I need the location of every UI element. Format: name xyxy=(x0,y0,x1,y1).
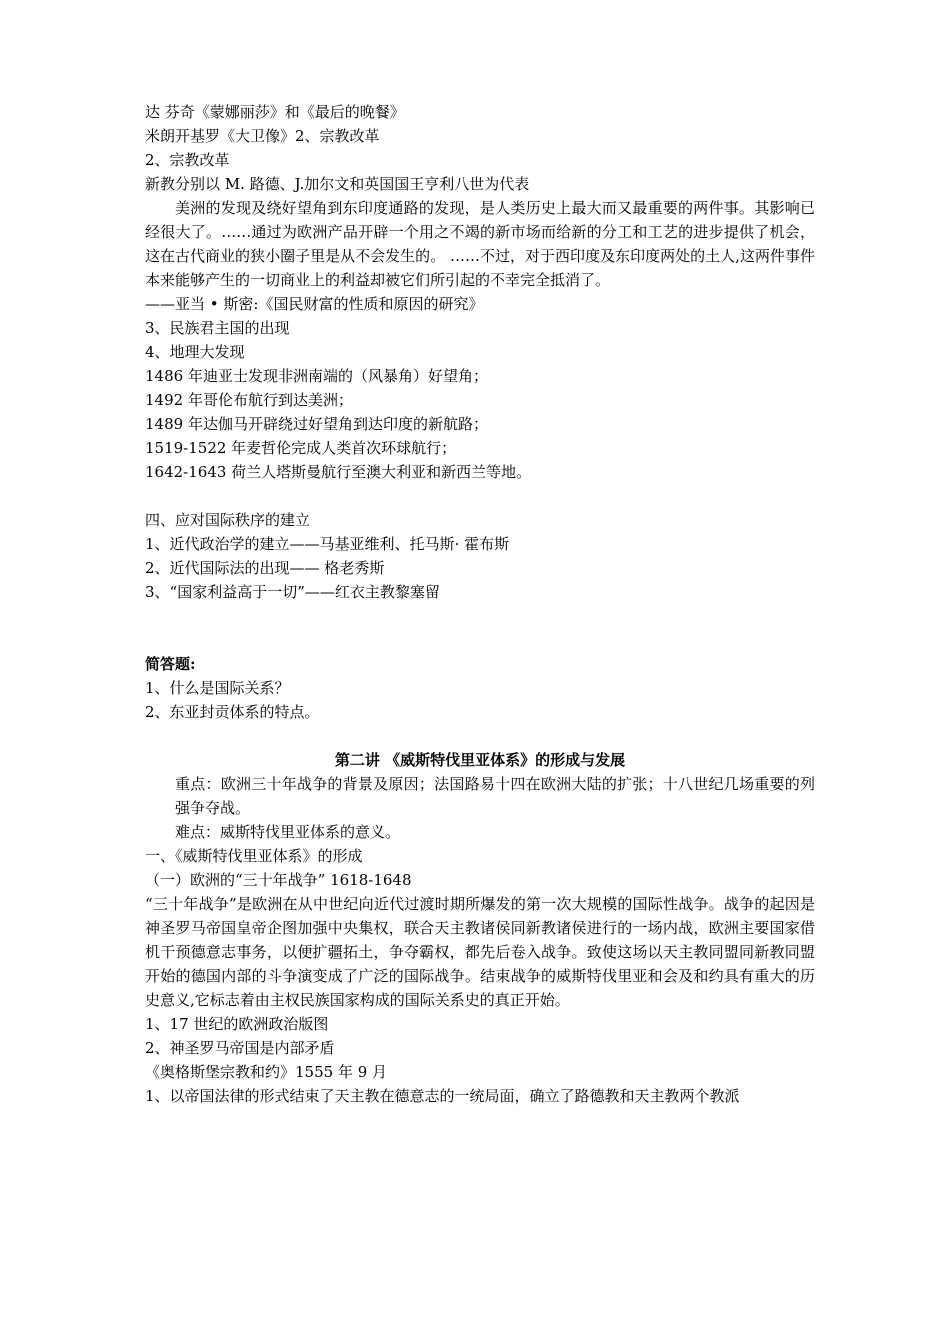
subsection-heading: （一）欧洲的“三十年战争” 1618-1648 xyxy=(145,871,412,889)
list-item: 2、近代国际法的出现—— 格老秀斯 xyxy=(145,559,385,577)
spacer xyxy=(145,604,815,652)
list-item: 1、什么是国际关系？ xyxy=(145,679,290,697)
text-line: 1492 年哥伦布航行到达美洲； xyxy=(145,391,353,409)
text-line: 1519-1522 年麦哲伦完成人类首次环球航行； xyxy=(145,439,457,457)
key-points: 重点：欧洲三十年战争的背景及原因；法国路易十四在欧洲大陆的扩张；十八世纪几场重要的列强争夺战。 xyxy=(175,775,815,817)
quote-paragraph: 美洲的发现及绕好望角到东印度通路的发现，是人类历史上最大而又最重要的两件事。其影响已经很大了。……通过为欧洲产品开辟一个用之不竭的新市场而给新的分工和工艺的进步提供了机会，这在古代商业的狭小圈子里是从不会发生的。 ……不过，对于西印度及东印度两处的土人,这两件事件本来能够产生的一切商业上的利益却被它们所引起的不幸完全抵消了。 xyxy=(145,199,815,289)
text-line: 新教分别以 M. 路德、J.加尔文和英国国王亨利八世为代表 xyxy=(145,175,530,193)
document-page xyxy=(145,100,815,1108)
text-line: 4、地理大发现 xyxy=(145,343,245,361)
difficulty: 难点：威斯特伐里亚体系的意义。 xyxy=(175,823,401,841)
spacer xyxy=(145,724,815,748)
text-line: 达 芬奇《蒙娜丽莎》和《最后的晚餐》 xyxy=(145,103,405,121)
text-line: 米朗开基罗《大卫像》2、宗教改革 xyxy=(145,127,380,145)
text-line: 3、民族君主国的出现 xyxy=(145,319,290,337)
list-item: 1、以帝国法律的形式结束了天主教在德意志的一统局面，确立了路德教和天主教两个教派 xyxy=(145,1087,740,1105)
body-paragraph: “三十年战争”是欧洲在从中世纪向近代过渡时期所爆发的第一次大规模的国际性战争。战争的起因是神圣罗马帝国皇帝企图加强中央集权，联合天主教诸侯同新教诸侯进行的一场内战，欧洲主要国家借机干预德意志事务，以便扩疆拓土，争夺霸权，都先后卷入战争。致使这场以天主教同盟同新教同盟开始的德国内部的斗争演变成了广泛的国际战争。结束战争的威斯特伐里亚和会及和约具有重大的历史意义,它标志着由主权民族国家构成的国际关系史的真正开始。 xyxy=(145,895,815,1009)
text-line: 《奥格斯堡宗教和约》1555 年 9 月 xyxy=(145,1063,388,1081)
quote-source: ——亚当 • 斯密:《国民财富的性质和原因的研究》 xyxy=(145,295,484,313)
text-line: 1489 年达伽马开辟绕过好望角到达印度的新航路； xyxy=(145,415,488,433)
lecture-title: 第二讲 《威斯特伐里亚体系》的形成与发展 xyxy=(334,751,626,769)
list-item: 3、“国家利益高于一切”——红衣主教黎塞留 xyxy=(145,583,440,601)
list-item: 2、神圣罗马帝国是内部矛盾 xyxy=(145,1039,335,1057)
list-item: 1、17 世纪的欧洲政治版图 xyxy=(145,1015,329,1033)
list-item: 2、东亚封贡体系的特点。 xyxy=(145,703,320,721)
short-answer-heading: 简答题: xyxy=(145,655,196,673)
section-heading: 一、《威斯特伐里亚体系》的形成 xyxy=(145,847,363,865)
text-line: 2、宗教改革 xyxy=(145,151,230,169)
section-heading: 四、应对国际秩序的建立 xyxy=(145,511,311,529)
text-line: 1642-1643 荷兰人塔斯曼航行至澳大利亚和新西兰等地。 xyxy=(145,463,532,481)
list-item: 1、近代政治学的建立——马基亚维利、托马斯· 霍布斯 xyxy=(145,535,510,553)
text-line: 1486 年迪亚士发现非洲南端的（风暴角）好望角； xyxy=(145,367,488,385)
spacer xyxy=(145,484,815,508)
